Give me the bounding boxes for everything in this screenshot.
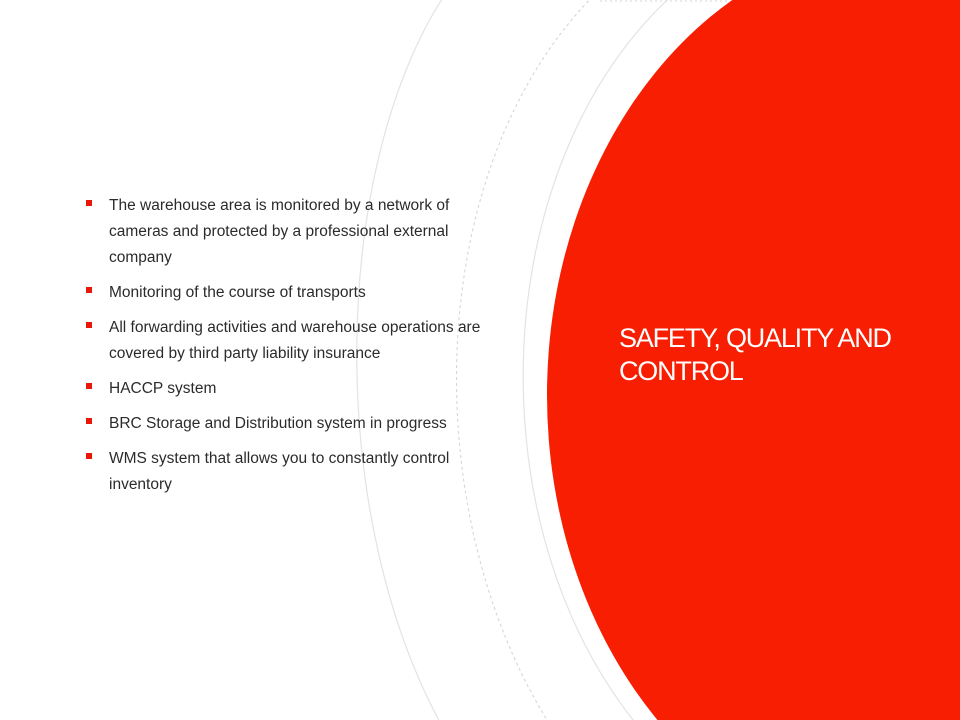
square-bullet-icon (86, 418, 92, 424)
bullet-item-liability-insurance (84, 315, 484, 367)
square-bullet-icon (86, 200, 92, 206)
square-bullet-icon (86, 322, 92, 328)
bullet-text: All forwarding activities and warehouse operations are covered by third party liability insurance (109, 319, 481, 362)
bullet-text: WMS system that allows you to constantly control inventory (109, 450, 450, 493)
bullet-item-brc (84, 411, 484, 437)
bullet-item-haccp (84, 376, 484, 402)
bullet-list (84, 193, 484, 507)
bullet-item-camera-monitoring (84, 193, 484, 271)
square-bullet-icon (86, 453, 92, 459)
slide-title: SAFETY, QUALITY AND CONTROL (619, 323, 891, 386)
square-bullet-icon (86, 287, 92, 293)
bullet-text: BRC Storage and Distribution system in progress (109, 415, 447, 432)
bullet-item-wms (84, 446, 484, 498)
square-bullet-icon (86, 383, 92, 389)
bullet-text: The warehouse area is monitored by a network of cameras and protected by a professional external company (109, 197, 450, 266)
bullet-text: Monitoring of the course of transports (109, 284, 366, 301)
bullet-item-transport-monitoring (84, 280, 484, 306)
bullet-text: HACCP system (109, 380, 217, 397)
